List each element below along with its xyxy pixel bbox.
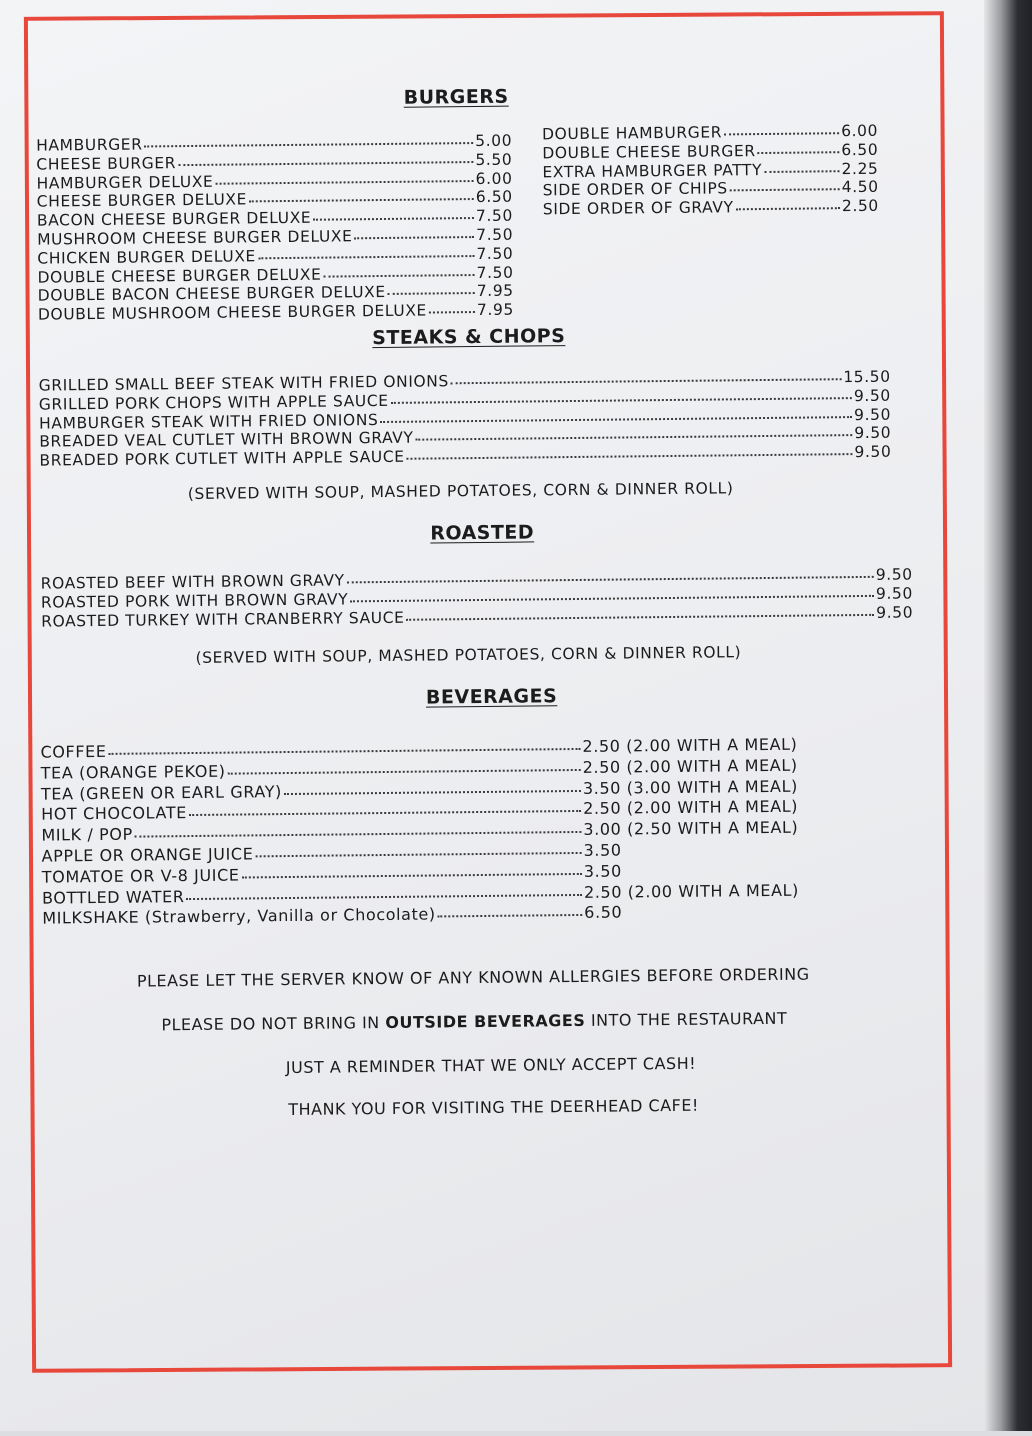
menu-item: APPLE OR ORANGE JUICE 3.50: [41, 840, 622, 866]
thank-you-notice: THANK YOU FOR VISITING THE DEERHEAD CAFE!: [288, 1095, 699, 1120]
menu-item: SIDE ORDER OF CHIPS 4.50: [542, 178, 879, 200]
menu-item: DOUBLE CHEESE BURGER DELUXE 7.50: [37, 263, 514, 287]
steaks-list: [39, 368, 892, 471]
menu-item: ROASTED TURKEY WITH CRANBERRY SAUCE 9.50: [41, 603, 914, 631]
menu-item: BREADED PORK CUTLET WITH APPLE SAUCE 9.50: [39, 442, 892, 470]
menu-item: GRILLED SMALL BEEF STEAK WITH FRIED ONIONS 15.50: [38, 367, 891, 395]
menu-item: DOUBLE MUSHROOM CHEESE BURGER DELUXE 7.95: [37, 300, 515, 324]
burgers-title: BURGERS: [403, 85, 509, 109]
menu-item: CHEESE BURGER DELUXE 6.50: [36, 188, 513, 212]
menu-item: HAMBURGER 5.00: [36, 131, 513, 155]
beverages-title: BEVERAGES: [425, 685, 558, 709]
menu-item: COFFEE 2.50 (2.00 WITH A MEAL): [40, 734, 798, 762]
menu-item: MILKSHAKE (Strawberry, Vanilla or Chocolate) 6.50: [42, 902, 623, 928]
steaks-note: (SERVED WITH SOUP, MASHED POTATOES, CORN & DINNER ROLL): [187, 479, 734, 504]
burgers-left-list: [36, 132, 514, 325]
roasted-list: [41, 565, 914, 631]
menu-item: CHICKEN BURGER DELUXE 7.50: [37, 244, 514, 268]
menu-item: BREADED VEAL CUTLET WITH BROWN GRAVY 9.50: [39, 424, 892, 451]
menu-item: MILK / POP 3.00 (2.50 WITH A MEAL): [41, 817, 799, 845]
outside-beverages-notice: PLEASE DO NOT BRING IN OUTSIDE BEVERAGES INTO THE RESTAURANT: [161, 1008, 788, 1035]
menu-item: HAMBURGER STEAK WITH FRIED ONIONS 9.50: [38, 405, 892, 433]
menu-item: SIDE ORDER OF GRAVY 2.50: [542, 196, 879, 219]
steaks-title: STEAKS & CHOPS: [372, 325, 566, 350]
menu-item: DOUBLE BACON CHEESE BURGER DELUXE 7.95: [37, 281, 514, 305]
menu-item: HOT CHOCOLATE 2.50 (2.00 WITH A MEAL): [41, 797, 799, 824]
menu-item: BACON CHEESE BURGER DELUXE 7.50: [36, 206, 514, 230]
menu-item: GRILLED PORK CHOPS WITH APPLE SAUCE 9.50: [38, 386, 891, 414]
menu-item: ROASTED PORK WITH BROWN GRAVY 9.50: [40, 584, 914, 612]
roasted-title: ROASTED: [430, 521, 535, 545]
beverages-list: [40, 734, 842, 930]
roasted-note: (SERVED WITH SOUP, MASHED POTATOES, CORN & DINNER ROLL): [195, 643, 742, 667]
burgers-right-list: [542, 122, 879, 219]
menu-item: BOTTLED WATER 2.50 (2.00 WITH A MEAL): [41, 880, 800, 908]
menu-item: TEA (ORANGE PEKOE) 2.50 (2.00 WITH A MEAL): [40, 755, 798, 783]
menu-item: EXTRA HAMBURGER PATTY 2.25: [542, 159, 879, 181]
menu-item: ROASTED BEEF WITH BROWN GRAVY 9.50: [40, 565, 913, 593]
menu-item: DOUBLE HAMBURGER 6.00: [541, 121, 879, 144]
menu-item: HAMBURGER DELUXE 6.00: [36, 169, 513, 193]
menu-item: TOMATOE OR V-8 JUICE 3.50: [41, 861, 622, 887]
menu-item: TEA (GREEN OR EARL GRAY) 3.50 (3.00 WITH A MEAL): [40, 776, 798, 804]
allergies-notice: PLEASE LET THE SERVER KNOW OF ANY KNOWN ALLERGIES BEFORE ORDERING: [136, 964, 810, 991]
menu-item: DOUBLE CHEESE BURGER 6.50: [542, 140, 879, 163]
cash-notice: JUST A REMINDER THAT WE ONLY ACCEPT CASH!: [285, 1053, 697, 1078]
menu-item: CHEESE BURGER 5.50: [36, 150, 513, 174]
menu-item: MUSHROOM CHEESE BURGER DELUXE 7.50: [37, 225, 514, 249]
